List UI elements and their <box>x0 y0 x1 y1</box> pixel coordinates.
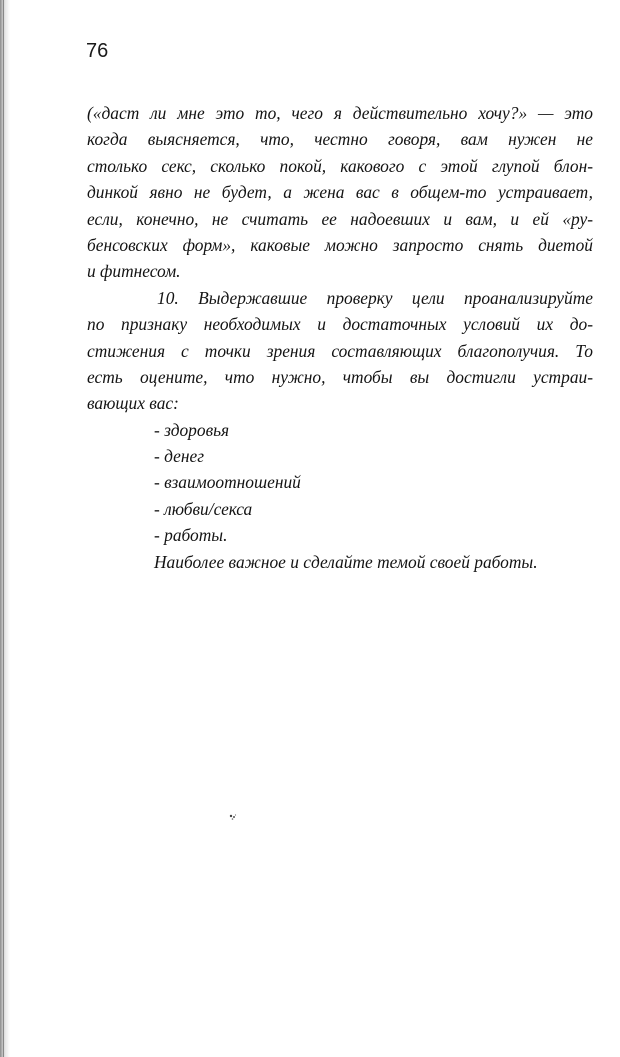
text-line: если, конечно, не считать ее надоевших и вам, и ей «ру- <box>87 208 593 229</box>
text-line: динкой явно не будет, а жена вас в общем-то устраивает, <box>87 182 593 203</box>
body-text <box>87 100 593 575</box>
paragraph-2 <box>87 285 593 417</box>
closing-sentence: Наиболее важное и сделайте темой своей работы. <box>154 551 538 572</box>
text-line: («даст ли мне это то, чего я действительно хочу?» — это <box>87 103 593 123</box>
list-item: - работы. <box>154 525 228 546</box>
page-number: 76 <box>86 40 109 62</box>
text-line: бенсовских форм», каковые можно запросто снять диетой <box>87 234 593 255</box>
paragraph-1 <box>87 100 593 285</box>
text-line: 10. Выдержавшие проверку цели проанализируйте <box>157 287 593 308</box>
text-line: по признаку необходимых и достаточных условий их до- <box>87 314 593 335</box>
list-item: - здоровья <box>154 419 230 440</box>
page-binding-edge <box>0 0 10 1057</box>
binding-shadow-line <box>3 0 4 1057</box>
text-line: и фитнесом. <box>87 261 181 282</box>
text-line: есть оцените, что нужно, чтобы вы достигли устраи- <box>87 366 593 387</box>
text-line: стижения с точки зрения составляющих благополучия. То <box>87 340 593 361</box>
ink-speck <box>228 813 238 821</box>
text-line: столько секс, сколько покой, какового с этой глупой блон- <box>87 155 593 176</box>
list-item: - взаимоотношений <box>154 472 301 493</box>
wellbeing-list <box>87 417 593 549</box>
list-item: - любви/секса <box>154 498 253 519</box>
text-line: когда выясняется, что, честно говоря, вам нужен не <box>87 129 593 150</box>
list-item: - денег <box>154 446 204 467</box>
text-line: вающих вас: <box>87 393 179 414</box>
